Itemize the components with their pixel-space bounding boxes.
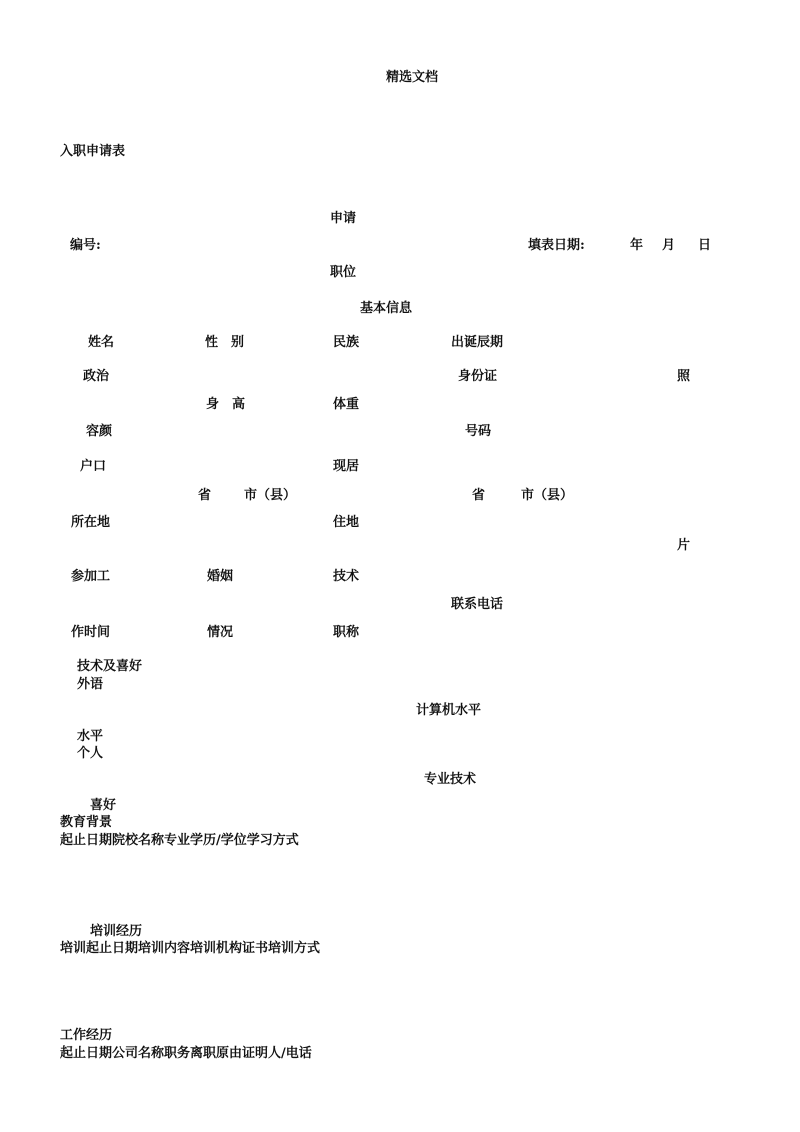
- day-label: 日: [698, 238, 712, 253]
- foreign-language-label-line2: 水平: [77, 729, 104, 744]
- marriage-label-line2: 情况: [207, 625, 234, 640]
- page-header-title: 精选文档: [386, 70, 439, 85]
- marriage-label-line1: 婚姻: [207, 569, 234, 584]
- join-work-label-line2: 作时间: [71, 625, 111, 640]
- technical-title-label-line2: 职称: [333, 625, 360, 640]
- apply-position-label-line2: 职位: [330, 265, 357, 280]
- personal-hobbies-label-line1: 个人: [77, 746, 104, 761]
- gender-label: 性 别: [205, 335, 245, 350]
- hukou-location-label: 所在地: [71, 515, 111, 530]
- number-label: 编号:: [70, 238, 101, 253]
- current-residence-label-line2: 住地: [333, 515, 360, 530]
- section-work-history: 工作经历: [60, 1028, 113, 1043]
- fill-date-label: 填表日期:: [528, 238, 585, 253]
- contact-phone-label: 联系电话: [451, 597, 504, 612]
- hukou-province-label: 省: [198, 488, 212, 503]
- photo-label-bottom: 片: [677, 538, 691, 553]
- apply-position-label-line1: 申请: [330, 211, 357, 226]
- professional-skill-label: 专业技术: [424, 772, 477, 787]
- section-education: 教育背景: [60, 815, 113, 830]
- form-title: 入职申请表: [60, 144, 126, 159]
- id-card-label: 身份证: [458, 369, 498, 384]
- hukou-city-label: 市（县）: [244, 488, 297, 503]
- political-label: 政治: [83, 369, 110, 384]
- work-history-table-header: 起止日期公司名称职务离职原由证明人/电话: [60, 1046, 312, 1061]
- month-label: 月: [662, 238, 676, 253]
- foreign-language-label-line1: 外语: [77, 677, 104, 692]
- education-table-header: 起止日期院校名称专业学历/学位学习方式: [60, 833, 299, 848]
- computer-level-label: 计算机水平: [416, 703, 482, 718]
- residence-city-label: 市（县）: [521, 488, 574, 503]
- technical-title-label-line1: 技术: [333, 569, 360, 584]
- id-number-label: 号码: [465, 424, 492, 439]
- birth-date-label: 出诞辰期: [451, 335, 504, 350]
- name-label: 姓名: [88, 335, 115, 350]
- current-residence-label-line1: 现居: [333, 459, 360, 474]
- training-table-header: 培训起止日期培训内容培训机构证书培训方式: [60, 941, 321, 956]
- section-training: 培训经历: [90, 924, 143, 939]
- hukou-label: 户口: [80, 459, 107, 474]
- section-basic-info: 基本信息: [360, 301, 413, 316]
- join-work-label-line1: 参加工: [71, 569, 111, 584]
- personal-hobbies-label-line2: 喜好: [90, 798, 117, 813]
- skills-hobbies-label: 技术及喜好: [77, 659, 143, 674]
- ethnicity-label: 民族: [333, 335, 360, 350]
- appearance-label: 容颜: [86, 424, 113, 439]
- year-label: 年: [630, 238, 644, 253]
- residence-province-label: 省: [472, 488, 486, 503]
- photo-label-top: 照: [677, 369, 691, 384]
- weight-label: 体重: [333, 397, 360, 412]
- height-label: 身 高: [206, 397, 246, 412]
